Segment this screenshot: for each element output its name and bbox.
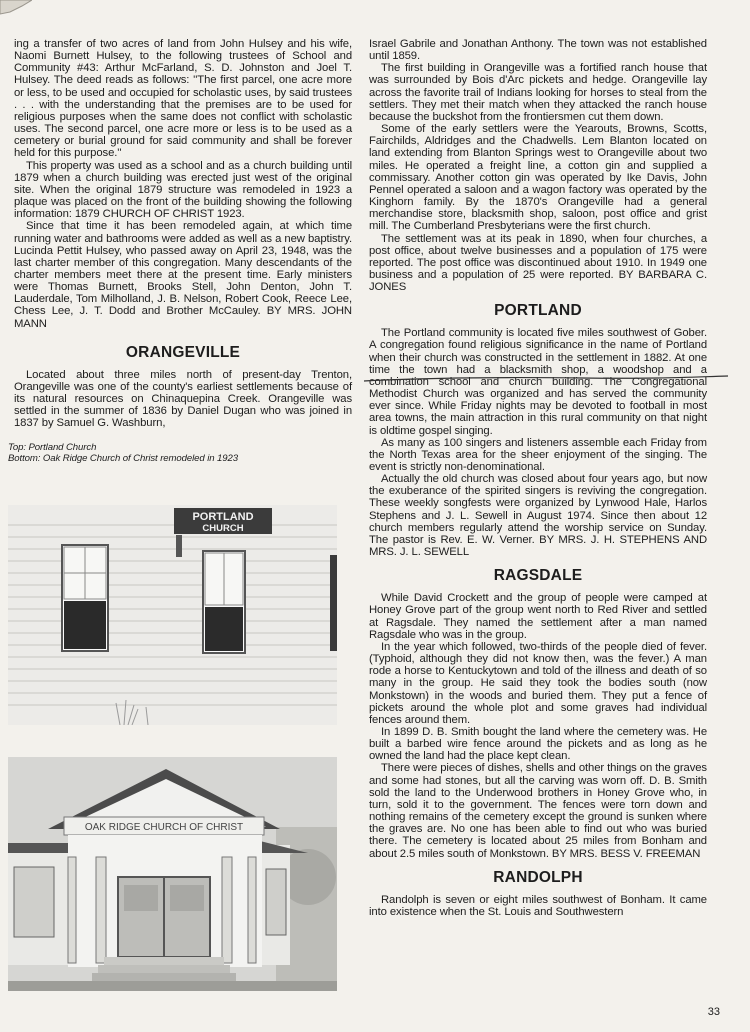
ragsdale-paragraph-4: There were pieces of dishes, shells and other things on the graves and some had stones, but all the carving was worn off. D. B. Smith sold the land to the Underwood brothers in Honey Grove who, in turn, sold it to the government. The fences were torn down and nothing remains of the cemetery except the ground is sunken where the graves are. No one has been able to find out who was buried there. The cemetery is located about 25 miles from Bonham and about 2.5 miles south of Monkstown. BY MRS. BESS V. FREEMAN (369, 762, 707, 860)
portland-sign-line2: CHURCH (202, 523, 244, 534)
ragsdale-heading: RAGSDALE (493, 567, 583, 585)
orangeville-continued-1: Israel Gabrile and Jonathan Anthony. The town was not established until 1859. (369, 38, 707, 63)
caption-top: Top: Portland Church (8, 441, 97, 453)
portland-heading: PORTLAND (494, 302, 582, 320)
randolph-paragraph: Randolph is seven or eight miles southwest of Bonham. It came into existence when the St. Louis and Southwestern (369, 893, 707, 918)
hulsey-paragraph-1: ing a transfer of two acres of land from John Hulsey and his wife, Naomi Burnett Hulsey, to the following trustees of School and Community #43: Arthur McFarland, S. D. Johnston and Joel T. Hulsey. The deed reads as follows: ''The first parcel, one acre more or less, to be used and occupied for scholastic uses, by said trustees . . . with the understanding that the premises are to be used for religious purposes when the same does not conflict with scholastic uses. The second parcel, one acre more or less is to be used as a cemetery or burial ground for said community and shall be forever held for this purpose.'' (14, 38, 352, 160)
orangeville-continued-2: The first building in Orangeville was a fortified ranch house that was surrounded by Bois d'Arc pickets and hedge. Orangeville lay across the favorite trail of Indians looking for horses to steal from the settlers. They met their match when they attacked the ranch house because the buckshot from the frontiersmen cut them down. (369, 62, 707, 123)
portland-sign-line1: PORTLAND (192, 511, 254, 523)
randolph-heading: RANDOLPH (493, 868, 583, 886)
ragsdale-paragraph-2: In the year which followed, two-thirds of the people died of fever. (Typhoid, although they did not know then, was the fever.) A man rode a horse to Kentuckytown and told of the illness and death of so many in the group. He said they took the bodies south (now Monkstown) in the woods and buried them. They put a fence of pickets around the whole plot and some graves had individual fences around them. (369, 640, 707, 726)
portland-paragraph-1: The Portland community is located five miles southwest of Gober. A congregation found religious significance in the name of Portland when their church was constructed in the settlement in 1882. At one time the town had a blacksmith shop, a woodshop and a combination school and church building. The Congregational Methodist Church was organized and has served the community ever since. While Friday nights may be devoted to football in most area towns, the main attraction in this rural community on that night is oldtime gospel singing. (369, 327, 707, 437)
photo-caption (8, 442, 352, 464)
oakridge-church-photo (8, 757, 337, 991)
hulsey-paragraph-2: This property was used as a school and as a church building until 1879 when a church building was erected just west of the original site. When the original 1879 structure was remodeled in 1923 a plaque was placed on the front of the building showing the following information: 1879 CHURCH OF CHRIST 1923. (14, 159, 352, 221)
portland-paragraph-2: As many as 100 singers and listeners assemble each Friday from the North Texas area for the sheer enjoyment of the singing. The event is strictly non-denominational. (369, 436, 707, 473)
right-column (369, 38, 707, 918)
oakridge-church-illustration (8, 757, 337, 991)
pen-underline-mark (362, 372, 732, 386)
ragsdale-paragraph-1: While David Crockett and the group of people were camped at Honey Grove part of the group went north to Red River and settled at Ragsdale. They named the settlement after a man named Ragsdale who was in the group. (369, 592, 707, 641)
portland-church-illustration (8, 505, 337, 725)
ragsdale-paragraph-3: In 1899 D. B. Smith bought the land where the cemetery was. He built a barbed wire fence around the pickets and as long as he owned the land had the place kept clean. (369, 725, 707, 763)
orangeville-continued-4: The settlement was at its peak in 1890, when four churches, a post office, about twelve businesses and a population of 175 were reported. The post office was discontinued about 1910. In 1949 one business and a population of 25 were reported. BY BARBARA C. JONES (369, 232, 707, 294)
orangeville-paragraph: Located about three miles north of present-day Trenton, Orangeville was one of the county's earliest settlements because of its natural resources on Chinaquepina Creek. Orangeville was settled in the summer of 1836 by Daniel Dugan who was joined in 1837 by Samuel G. Washburn, (14, 368, 352, 430)
hulsey-paragraph-3: Since that time it has been remodeled again, at which time running water and bathrooms were added as well as a new baptistry. Lucinda Pettit Hulsey, who passed away on April 23, 1948, was the last charter member of this congregation. Many descendants of the charter members meet there at the present time. Early ministers were Thomas Burnett, Brooks Stell, John Denton, John T. Lauderdale, Tom Milholland, J. B. Nelson, Robert Cook, Reece Lee, Chess Lee, J. T. Dodd and Brother McCauley. BY MRS. JOHN MANN (14, 220, 352, 330)
page-number: 33 (707, 1006, 720, 1018)
portland-paragraph-3: Actually the old church was closed about four years ago, but now the exuberance of the spirited singers is reviving the congregation. These weekly songfests were organized by Lynwood Hale, Harlos Stephens and J. L. Sewell in August 1974. Since then about 12 church members regularly attend the worship service on Sunday. The pastor is Rev. E. W. Verner. BY MRS. J. H. STEPHENS AND MRS. J. L. SEWELL (369, 473, 707, 559)
orangeville-heading: ORANGEVILLE (125, 343, 241, 361)
orangeville-continued-3: Some of the early settlers were the Yearouts, Browns, Scotts, Fairchilds, Aldridges and the Chadwells. Lem Blanton located on land extending from Blanton Springs west to Orangeville about two miles. He operated a freight line, a cotton gin and supplied a commissary. Another cotton gin was operated by Ike Davis, John Pennel operated a saloon and a wagon factory was operated by the Kinghorn family. By the 1870's Orangeville had a general merchandise store, blacksmith shop, saloon, post office and grist mill. The Cumberland Presbyterians were the first church. (369, 123, 707, 233)
page-corner-tear (0, 0, 32, 16)
left-column (8, 38, 352, 464)
oakridge-sign: OAK RIDGE CHURCH OF CHRIST (84, 822, 244, 833)
caption-bottom: Bottom: Oak Ridge Church of Christ remodeled in 1923 (8, 452, 238, 464)
portland-church-photo (8, 505, 337, 725)
